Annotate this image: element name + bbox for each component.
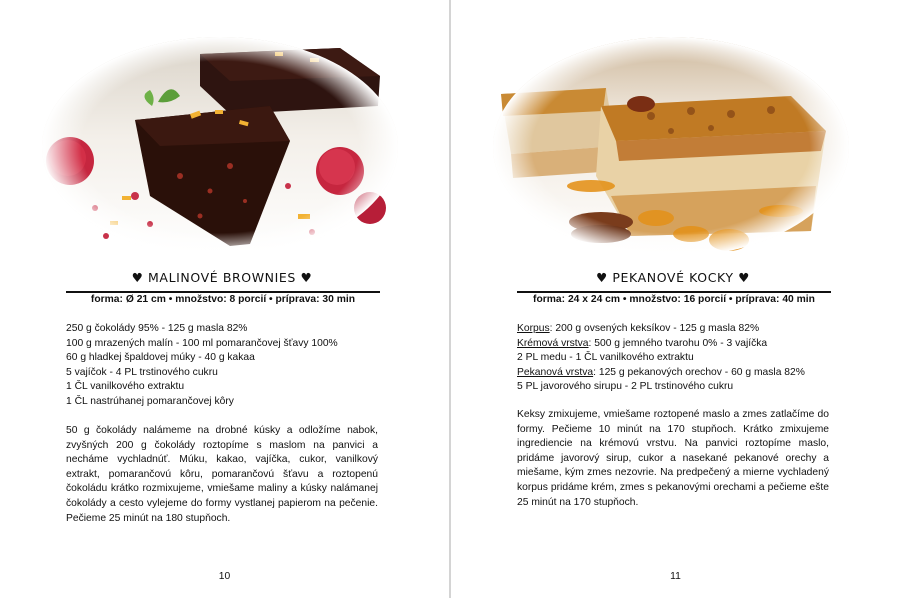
right-page: [451, 0, 900, 598]
ingredient-line: [517, 337, 837, 352]
instructions-paragraph: Keksy zmixujeme, vmiešame roztopené maslo a zmes zatlačíme do formy. Pečieme 10 minút na 170 stupňoch. Krátko zmixujeme ingrediencie na krémovú vrstvu. Na panvici roztopíme maslo, pridáme javorový sirup, cukor a nasekané pekanové orechy a miešame, kým zmes nezovrie. Na predpečený a mierne vychladený korpus pridáme krém, zmes s pekanovými orechami a pečieme ešte 25 minút na 170 stupňoch.: [517, 409, 829, 508]
instructions-paragraph: 50 g čokolády nalámeme na drobné kúsky a odložíme nabok, zvyšných 200 g čokolády roztopíme s maslom na panvici a necháme vychladnúť. Múku, kakao, vajíčka, cukor, vanilkový extrakt, pomarančovú kôru, pomarančovú šťavu a roztopenú čokoládu krátko rozmixujeme, vmiešame maliny a kúsky nalámanej čokolády a cesto vylejeme do formy vystlanej papierom na pečenie. Pečieme 25 minút na 180 stupňoch.: [66, 425, 378, 524]
ingredient-text: 5 PL javorového sirupu - 2 PL trstinového cukru: [517, 381, 734, 392]
ingredient-line: [517, 322, 837, 337]
brownie-photo: [40, 36, 400, 258]
ingredient-section-label: Pekanová vrstva: [517, 366, 594, 378]
pecan-bars-photo: [491, 36, 851, 258]
recipe-meta: forma: 24 x 24 cm • množstvo: 16 porcií • príprava: 40 min: [533, 294, 815, 305]
ingredient-text: : 500 g jemného tvarohu 0% - 3 vajíčka: [588, 337, 768, 349]
title-divider: [517, 291, 831, 293]
recipe-title: ♥ PEKANOVÉ KOCKY ♥: [596, 270, 750, 285]
ingredient-line: 60 g hladkej špaldovej múky - 40 g kakaa: [66, 352, 255, 363]
page-number: 11: [670, 571, 681, 582]
recipe-title: ♥ MALINOVÉ BROWNIES ♥: [131, 270, 313, 285]
ingredient-line: [517, 366, 837, 381]
ingredients-list: [66, 322, 386, 409]
ingredient-line: 1 ČL vanilkového extraktu: [66, 381, 185, 392]
ingredient-text: : 125 g pekanových orechov - 60 g masla 82%: [593, 366, 805, 378]
recipe-meta: forma: Ø 21 cm • množstvo: 8 porcií • príprava: 30 min: [90, 294, 356, 305]
ingredient-line: 1 ČL nastrúhanej pomarančovej kôry: [66, 395, 234, 407]
ingredient-line: 100 g mrazených malín - 100 ml pomarančovej šťavy 100%: [66, 337, 338, 349]
ingredient-section-label: Krémová vrstva: [517, 337, 589, 349]
ingredient-line: [517, 351, 837, 366]
title-divider: [66, 291, 380, 293]
page-number: 10: [218, 571, 231, 582]
ingredient-text: 2 PL medu - 1 ČL vanilkového extraktu: [517, 352, 694, 363]
ingredient-section-label: Korpus: [517, 323, 550, 334]
brownie-photo-illustration: [40, 36, 400, 258]
ingredients-list: [517, 322, 837, 395]
ingredient-line: 250 g čokolády 95% - 125 g masla 82%: [66, 323, 248, 334]
pecan-bars-photo-illustration: [491, 36, 851, 258]
ingredient-line: [517, 380, 837, 395]
left-page: [0, 0, 449, 598]
ingredient-text: : 200 g ovsených keksíkov - 125 g masla 82%: [549, 323, 760, 334]
ingredient-line: 5 vajíčok - 4 PL trstinového cukru: [66, 366, 218, 378]
